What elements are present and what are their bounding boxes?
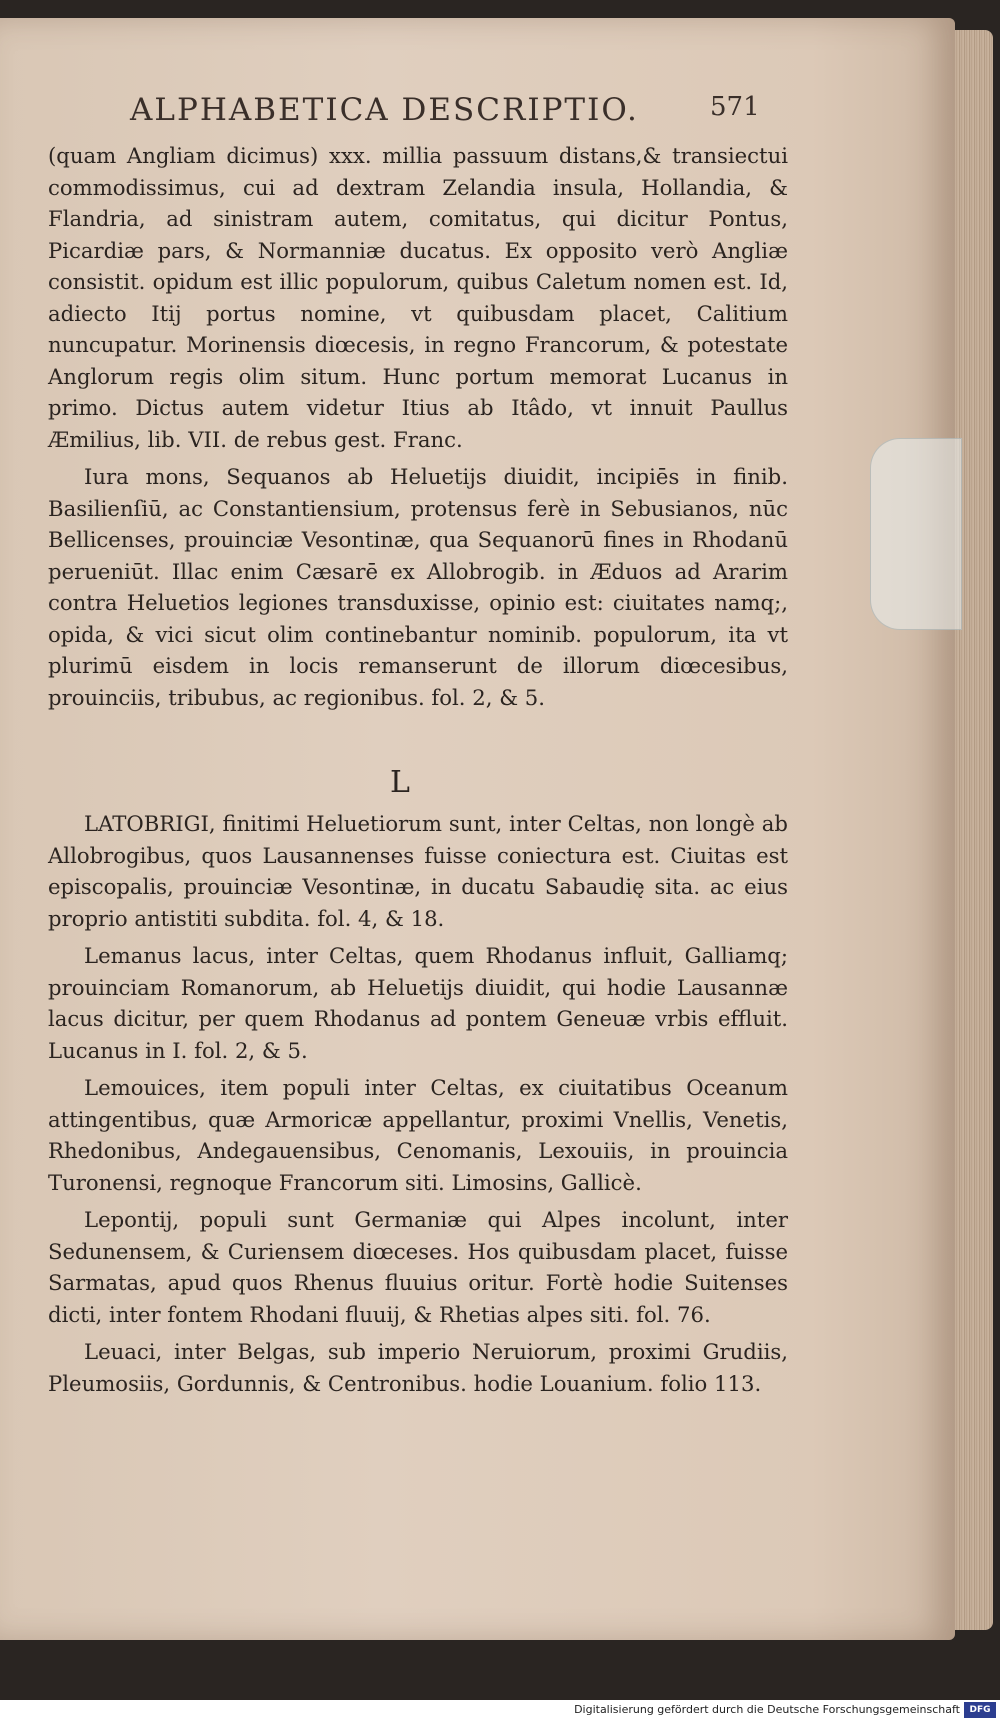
paragraph: Lepontij, populi sunt Germaniæ qui Alpes incolunt, inter Sedunensem, & Curiensem diœceses. Hos quibusdam placet, fuisse Sarmatas, apud quos Rhenus fluuius oritur. Fortè hodie Suitenses dicti, inter fontem Rhodani fluuij, & Rhetias alpes siti. fol. 76. xyxy=(48,1207,788,1327)
bookmark-strip xyxy=(870,438,962,630)
running-title: ALPHABETICA DESCRIPTIO. xyxy=(130,92,639,128)
paragraph: Iura mons, Sequanos ab Heluetijs diuidit, incipiēs in finib. Basilienſiū, ac Constantiensium, protensus ferè in Sebusianos, nūc Bellicenses, prouinciæ Vesontinæ, qua Sequanorū fines in Rhodanū perueniūt. Illac enim Cæsarē ex Allobrogib. in Æduos ad Ararim contra Heluetios legiones transduxisse, opinio est: ciuitates namq;, opida, & vici sicut olim continebantur nominib. populorum, ita vt plurimū eisdem in locis remanserunt de illorum diœcesibus, prouinciis, tribubus, ac regionibus. fol. 2, & 5. xyxy=(48,464,788,710)
text-block-bottom xyxy=(48,808,788,1405)
paragraph: Lemanus lacus, inter Celtas, quem Rhodanus influit, Galliamq; prouinciam Romanorum, ab Heluetijs diuidit, qui hodie Lausannæ lacus dicitur, per quem Rhodanus ad pontem Geneuæ vrbis effluit. Lucanus in I. fol. 2, & 5. xyxy=(48,943,788,1063)
page-number: 571 xyxy=(710,92,760,122)
page-edges xyxy=(955,30,993,1630)
paragraph: Leuaci, inter Belgas, sub imperio Neruiorum, proximi Grudiis, Pleumosiis, Gordunnis, & Centronibus. hodie Louanium. folio 113. xyxy=(48,1339,788,1396)
section-letter: L xyxy=(390,765,410,800)
paragraph: LATOBRIGI, finitimi Heluetiorum sunt, inter Celtas, non longè ab Allobrogibus, quos Lausannenses fuisse coniectura est. Ciuitas est episcopalis, prouinciæ Vesontinæ, in ducatu Sabaudię sita. ac eius proprio antistiti subdita. fol. 4, & 18. xyxy=(48,811,788,931)
digitization-credit: Digitalisierung gefördert durch die Deutsche Forschungsgemeinschaft xyxy=(574,1703,960,1716)
paragraph: Lemouices, item populi inter Celtas, ex ciuitatibus Oceanum attingentibus, quæ Armoricæ appellantur, proximi Vnellis, Venetis, Rhedonibus, Andegauensibus, Cenomanis, Lexouiis, in prouincia Turonensi, regnoque Francorum siti. Limosins, Gallicè. xyxy=(48,1075,788,1195)
paragraph: (quam Angliam dicimus) xxx. millia passuum distans,& transiectui commodissimus, cui ad dextram Zelandia insula, Hollandia, & Flandria, ad sinistram autem, comitatus, qui dicitur Pontus, Picardiæ pars, & Normanniæ ducatus. Ex opposito verò Angliæ consistit. opidum est illic populorum, quibus Caletum nomen est. Id, adiecto Itij portus nomine, vt quibusdam placet, Calitium nuncupatur. Morinensis diœcesis, in regno Francorum, & potestate Anglorum regis olim situm. Hunc portum memorat Lucanus in primo. Dictus autem videtur Itius ab Itâdo, vt innuit Paullus Æmilius, lib. VII. de rebus gest. Franc. xyxy=(48,143,788,452)
text-block-top xyxy=(48,140,788,719)
dfg-logo: DFG xyxy=(964,1702,996,1718)
